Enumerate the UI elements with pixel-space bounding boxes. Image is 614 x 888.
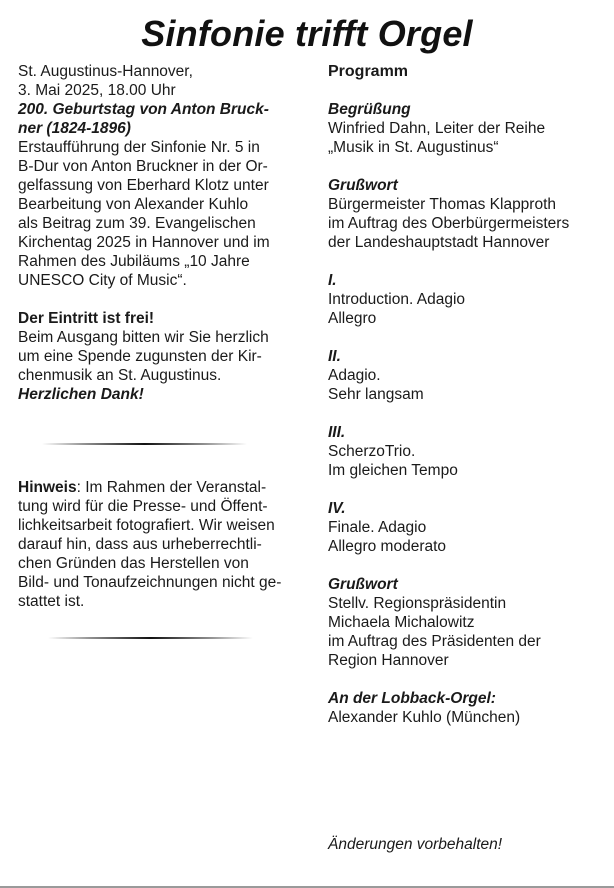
notice-line: lichkeitsarbeit fotografiert. Wir weisen: [18, 517, 275, 534]
section-label: IV.: [328, 500, 346, 517]
notice-label: Hinweis: [18, 479, 77, 496]
divider-line: [42, 443, 247, 445]
event-datetime: 3. Mai 2025, 18.00 Uhr: [18, 82, 176, 99]
notice-block: [18, 478, 300, 611]
program-section-movement-3: [328, 423, 608, 480]
description-line: Kirchentag 2025 in Hannover und im: [18, 234, 270, 251]
program-column: [328, 62, 608, 727]
spacer: [328, 157, 608, 176]
spacer: [328, 328, 608, 347]
section-line: Finale. Adagio: [328, 519, 427, 536]
donation-line: Beim Ausgang bitten wir Sie herzlich: [18, 329, 269, 346]
program-heading: Programm: [328, 63, 409, 80]
section-label: An der Lobback-Orgel:: [328, 690, 496, 707]
spacer: [18, 290, 300, 309]
notice-line: stattet ist.: [18, 593, 85, 610]
program-section-greeting-region: [328, 575, 608, 670]
section-line: der Landeshauptstadt Hannover: [328, 234, 550, 251]
section-line: ScherzoTrio.: [328, 443, 416, 460]
spacer: [328, 670, 608, 689]
program-section-movement-2: [328, 347, 608, 404]
section-line: Allegro: [328, 310, 377, 327]
event-info-column: [18, 62, 300, 404]
event-occasion-line: 200. Geburtstag von Anton Bruck-: [18, 101, 269, 118]
section-label: II.: [328, 348, 341, 365]
description-line: gelfassung von Eberhard Klotz unter: [18, 177, 269, 194]
section-line: „Musik in St. Augustinus“: [328, 139, 499, 156]
event-location: St. Augustinus-Hannover,: [18, 63, 193, 80]
notice-first-line: [18, 478, 300, 497]
spacer: [328, 252, 608, 271]
section-line: Alexander Kuhlo (München): [328, 709, 521, 726]
event-occasion-line: ner (1824-1896): [18, 120, 131, 137]
description-line: B-Dur von Anton Bruckner in der Or-: [18, 158, 268, 175]
section-line: Bürgermeister Thomas Klapproth: [328, 196, 557, 213]
admission-heading: Der Eintritt ist frei!: [18, 310, 155, 327]
description-line: als Beitrag zum 39. Evangelischen: [18, 215, 256, 232]
donation-line: um eine Spende zugunsten der Kir-: [18, 348, 262, 365]
divider-line: [48, 637, 253, 639]
description-line: Bearbeitung von Alexander Kuhlo: [18, 196, 249, 213]
program-section-greeting-mayor: [328, 176, 608, 252]
spacer: [328, 404, 608, 423]
description-line: Erstaufführung der Sinfonie Nr. 5 in: [18, 139, 260, 156]
page-title: Sinfonie trifft Orgel: [141, 13, 473, 54]
notice-line: Bild- und Tonaufzeichnungen nicht ge-: [18, 574, 282, 591]
section-line: Region Hannover: [328, 652, 449, 669]
spacer: [328, 81, 608, 100]
notice-text: : Im Rahmen der Veranstal-: [76, 479, 267, 496]
program-section-movement-4: [328, 499, 608, 556]
section-label: III.: [328, 424, 346, 441]
spacer: [328, 480, 608, 499]
thanks-text: Herzlichen Dank!: [18, 386, 144, 403]
section-line: Stellv. Regionspräsidentin: [328, 595, 507, 612]
donation-line: chenmusik an St. Augustinus.: [18, 367, 222, 384]
section-line: Allegro moderato: [328, 538, 447, 555]
section-label: Grußwort: [328, 576, 398, 593]
section-label: I.: [328, 272, 337, 289]
donation-text: [18, 328, 300, 385]
section-label: Begrüßung: [328, 101, 411, 118]
program-section-organist: [328, 689, 608, 727]
section-line: Michaela Michalowitz: [328, 614, 475, 631]
program-section-welcome: [328, 100, 608, 157]
event-occasion: [18, 100, 300, 138]
section-line: Adagio.: [328, 367, 381, 384]
description-line: UNESCO City of Music“.: [18, 272, 187, 289]
notice-line: tung wird für die Presse- und Öffent-: [18, 498, 268, 515]
event-description: [18, 138, 300, 290]
program-section-movement-1: [328, 271, 608, 328]
section-line: Sehr langsam: [328, 386, 424, 403]
notice-line: chen Gründen das Herstellen von: [18, 555, 249, 572]
section-line: Im gleichen Tempo: [328, 462, 458, 479]
section-label: Grußwort: [328, 177, 398, 194]
section-line: im Auftrag des Oberbürgermeisters: [328, 215, 570, 232]
description-line: Rahmen des Jubiläums „10 Jahre: [18, 253, 250, 270]
notice-line: darauf hin, dass aus urheberrechtli-: [18, 536, 262, 553]
changes-reserved-note: Änderungen vorbehalten!: [328, 836, 503, 853]
section-line: Introduction. Adagio: [328, 291, 466, 308]
spacer: [328, 556, 608, 575]
section-line: im Auftrag des Präsidenten der: [328, 633, 541, 650]
section-line: Winfried Dahn, Leiter der Reihe: [328, 120, 546, 137]
